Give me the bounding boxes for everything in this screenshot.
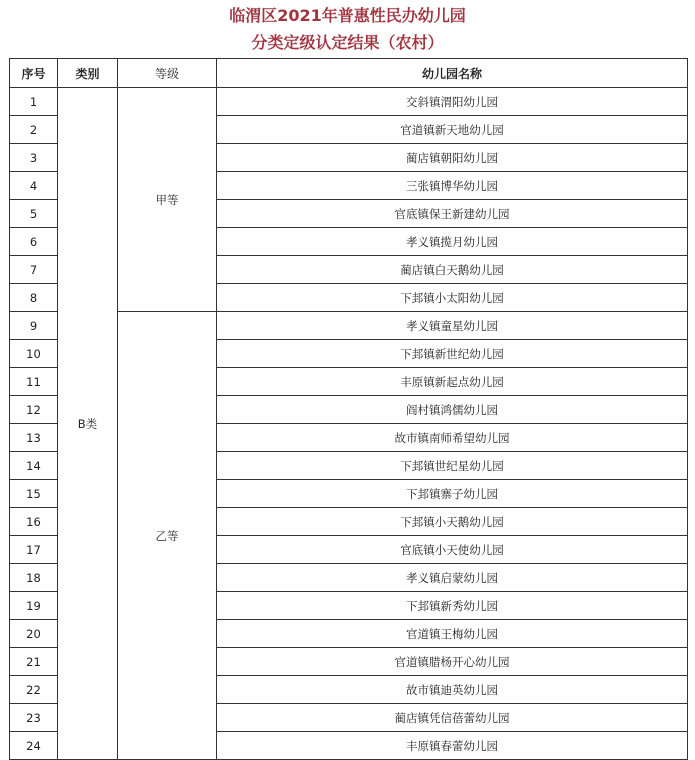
kindergarten-name: 下邽镇新世纪幼儿园 xyxy=(217,340,688,368)
row-number: 1 xyxy=(10,88,58,116)
results-table xyxy=(9,58,688,760)
row-number: 22 xyxy=(10,676,58,704)
kindergarten-name: 官底镇小天使幼儿园 xyxy=(217,536,688,564)
row-number: 3 xyxy=(10,144,58,172)
category-cell: B类 xyxy=(58,88,118,760)
kindergarten-name: 故市镇迪英幼儿园 xyxy=(217,676,688,704)
row-number: 8 xyxy=(10,284,58,312)
document-title: 临渭区2021年普惠性民办幼儿园 xyxy=(229,6,466,25)
row-number: 6 xyxy=(10,228,58,256)
kindergarten-name: 孝义镇童星幼儿园 xyxy=(217,312,688,340)
kindergarten-name: 蔺店镇白天鹅幼儿园 xyxy=(217,256,688,284)
kindergarten-name: 丰原镇新起点幼儿园 xyxy=(217,368,688,396)
row-number: 17 xyxy=(10,536,58,564)
table-body xyxy=(10,88,688,760)
kindergarten-name: 蔺店镇朝阳幼儿园 xyxy=(217,144,688,172)
document-subtitle: 分类定级认定结果（农村） xyxy=(251,33,444,52)
kindergarten-name: 下邽镇寨子幼儿园 xyxy=(217,480,688,508)
kindergarten-name: 下邽镇小太阳幼儿园 xyxy=(217,284,688,312)
row-number: 5 xyxy=(10,200,58,228)
grade-cell: 乙等 xyxy=(118,312,217,760)
kindergarten-name: 孝义镇启蒙幼儿园 xyxy=(217,564,688,592)
row-number: 21 xyxy=(10,648,58,676)
grade-cell: 甲等 xyxy=(118,88,217,312)
header-name: 幼儿园名称 xyxy=(217,59,688,88)
kindergarten-name: 故市镇南师希望幼儿园 xyxy=(217,424,688,452)
row-number: 19 xyxy=(10,592,58,620)
row-number: 13 xyxy=(10,424,58,452)
header-no: 序号 xyxy=(10,59,58,88)
row-number: 15 xyxy=(10,480,58,508)
row-number: 12 xyxy=(10,396,58,424)
row-number: 23 xyxy=(10,704,58,732)
kindergarten-name: 官道镇王梅幼儿园 xyxy=(217,620,688,648)
kindergarten-name: 官道镇腊杨开心幼儿园 xyxy=(217,648,688,676)
table-row xyxy=(10,88,688,116)
kindergarten-name: 丰原镇春蕾幼儿园 xyxy=(217,732,688,760)
kindergarten-name: 下邽镇新秀幼儿园 xyxy=(217,592,688,620)
row-number: 9 xyxy=(10,312,58,340)
row-number: 18 xyxy=(10,564,58,592)
kindergarten-name: 下邽镇小天鹅幼儿园 xyxy=(217,508,688,536)
kindergarten-name: 官道镇新天地幼儿园 xyxy=(217,116,688,144)
header-category: 类别 xyxy=(58,59,118,88)
row-number: 10 xyxy=(10,340,58,368)
row-number: 4 xyxy=(10,172,58,200)
kindergarten-name: 官底镇保王新建幼儿园 xyxy=(217,200,688,228)
row-number: 20 xyxy=(10,620,58,648)
kindergarten-name: 阎村镇鸿儒幼儿园 xyxy=(217,396,688,424)
row-number: 16 xyxy=(10,508,58,536)
kindergarten-name: 下邽镇世纪星幼儿园 xyxy=(217,452,688,480)
row-number: 11 xyxy=(10,368,58,396)
row-number: 24 xyxy=(10,732,58,760)
kindergarten-name: 蔺店镇凭信蓓蕾幼儿园 xyxy=(217,704,688,732)
row-number: 14 xyxy=(10,452,58,480)
kindergarten-name: 交斜镇渭阳幼儿园 xyxy=(217,88,688,116)
table-header-row xyxy=(10,59,688,88)
kindergarten-name: 孝义镇揽月幼儿园 xyxy=(217,228,688,256)
kindergarten-name: 三张镇博华幼儿园 xyxy=(217,172,688,200)
row-number: 7 xyxy=(10,256,58,284)
row-number: 2 xyxy=(10,116,58,144)
header-grade: 等级 xyxy=(118,59,217,88)
